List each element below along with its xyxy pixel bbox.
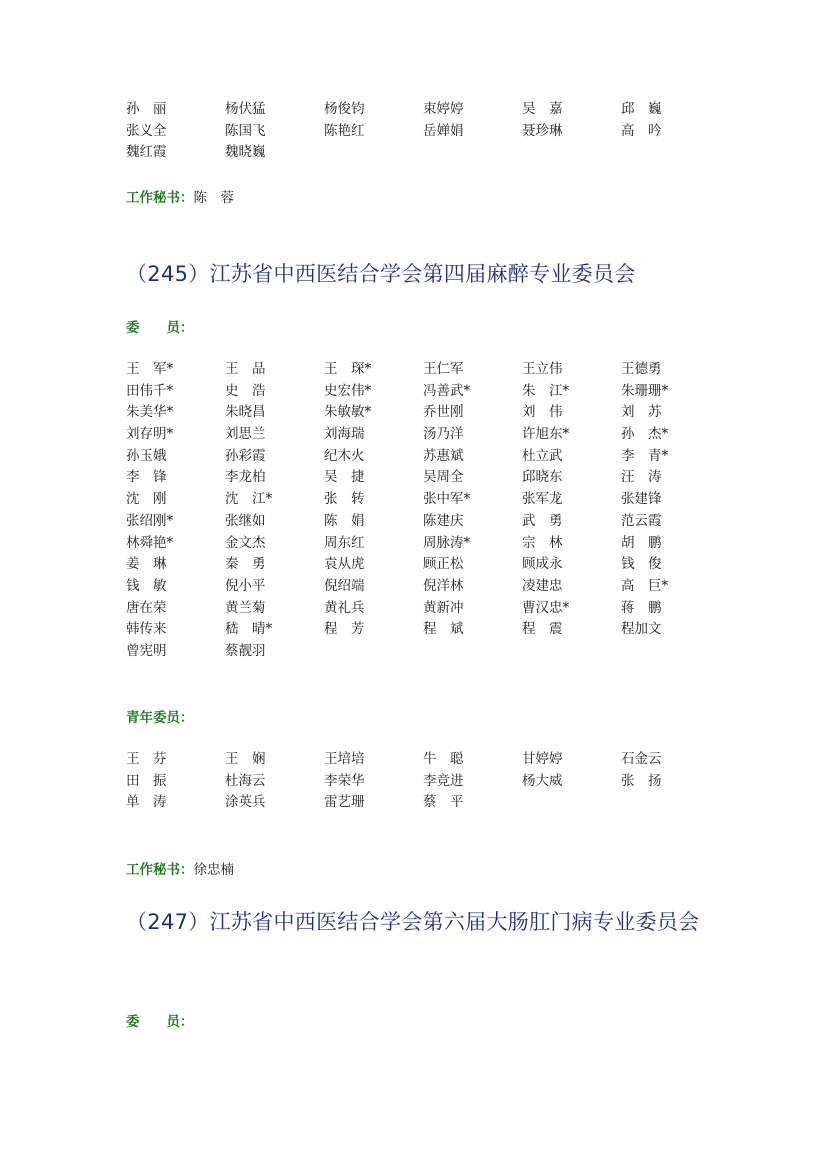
name-cell: 张中军*: [423, 491, 471, 508]
name-cell: 袁从虎: [324, 556, 365, 573]
prev-secretary: [126, 188, 234, 208]
section-245-members-grid: [126, 359, 720, 663]
name-cell: 王德勇: [621, 361, 662, 377]
name-cell: 李龙柏: [225, 469, 266, 486]
name-cell: 孙玉娥: [126, 447, 167, 464]
name-cell: 聂珍琳: [522, 122, 563, 139]
name-cell: 黄兰菊: [225, 599, 266, 616]
name-cell: 王 芬: [126, 751, 167, 767]
name-cell: 王培培: [324, 751, 365, 767]
name-cell: 田伟千*: [126, 382, 174, 399]
name-cell: 吴 捷: [324, 469, 365, 486]
name-cell: 孙 杰*: [621, 426, 669, 443]
name-cell: 岳婵娟: [423, 122, 464, 139]
section-245-youth-label: 青年委员：: [126, 710, 194, 726]
name-cell: 王 琛*: [324, 361, 372, 377]
name-cell: 蔡靓羽: [225, 642, 266, 659]
name-cell: 嵇 晴*: [225, 621, 273, 638]
prev-secretary-name: 陈 蓉: [193, 190, 234, 206]
name-cell: 束婷婷: [423, 101, 464, 117]
name-cell: 程 斌: [423, 621, 464, 638]
name-cell: 田 振: [126, 772, 167, 789]
name-cell: 倪小平: [225, 577, 266, 594]
name-cell: 苏惠斌: [423, 447, 464, 464]
name-cell: 程 震: [522, 621, 563, 638]
name-cell: 许旭东*: [522, 426, 570, 443]
name-cell: 杨大威: [522, 772, 563, 789]
name-cell: 刘思兰: [225, 426, 266, 443]
prev-secretary-label: 工作秘书：: [126, 190, 194, 206]
name-cell: 汤乃洋: [423, 426, 464, 443]
section-245-secretary: [126, 860, 234, 880]
name-cell: 刘海瑞: [324, 426, 365, 443]
name-cell: 顾成永: [522, 556, 563, 573]
name-cell: 刘存明*: [126, 426, 174, 443]
section-247-title: （247）江苏省中西医结合学会第六届大肠肛门病专业委员会: [126, 910, 700, 934]
name-cell: 高 巨*: [621, 577, 669, 594]
name-cell: 李 锋: [126, 469, 167, 486]
name-cell: 李竞进: [423, 772, 464, 789]
name-cell: 王仁军: [423, 361, 464, 377]
name-cell: 吴 嘉: [522, 101, 563, 117]
name-cell: 单 涛: [126, 794, 167, 811]
name-cell: 张继如: [225, 512, 266, 529]
name-cell: 金文杰: [225, 534, 266, 551]
name-cell: 韩传来: [126, 621, 167, 638]
name-cell: 张建锋: [621, 491, 662, 508]
name-cell: 邱晓东: [522, 469, 563, 486]
name-cell: 朱珊珊*: [621, 382, 669, 399]
section-247-members-label: 委 员：: [126, 1014, 194, 1030]
name-cell: 张军龙: [522, 491, 563, 508]
name-cell: 石金云: [621, 751, 662, 767]
name-cell: 史 浩: [225, 382, 266, 399]
name-cell: 甘婷婷: [522, 751, 563, 767]
name-cell: 陈 娟: [324, 512, 365, 529]
name-cell: 刘 伟: [522, 404, 563, 421]
name-cell: 沈 刚: [126, 491, 167, 508]
name-cell: 程 芳: [324, 621, 365, 638]
name-cell: 杜立武: [522, 447, 563, 464]
name-cell: 朱敏敏*: [324, 404, 372, 421]
name-cell: 沈 江*: [225, 491, 273, 508]
name-cell: 雷艺珊: [324, 794, 365, 811]
name-cell: 孙彩霞: [225, 447, 266, 464]
name-cell: 涂英兵: [225, 794, 266, 811]
name-cell: 钱 敏: [126, 577, 167, 594]
prev-members-grid: [126, 99, 720, 164]
name-cell: 张 转: [324, 491, 365, 508]
name-cell: 刘 苏: [621, 404, 662, 421]
name-cell: 曹汉忠*: [522, 599, 570, 616]
name-cell: 冯善武*: [423, 382, 471, 399]
name-cell: 陈艳红: [324, 122, 365, 139]
name-cell: 林舜艳*: [126, 534, 174, 551]
name-cell: 乔世刚: [423, 404, 464, 421]
name-cell: 武 勇: [522, 512, 563, 529]
name-cell: 周脉涛*: [423, 534, 471, 551]
name-cell: 高 吟: [621, 122, 662, 139]
name-cell: 杨伏猛: [225, 101, 266, 117]
name-cell: 秦 勇: [225, 556, 266, 573]
name-cell: 曾宪明: [126, 642, 167, 659]
name-cell: 吴周全: [423, 469, 464, 486]
name-cell: 张绍刚*: [126, 512, 174, 529]
name-cell: 孙 丽: [126, 101, 167, 117]
name-cell: 朱美华*: [126, 404, 174, 421]
section-245-secretary-name: 徐忠楠: [193, 862, 234, 878]
section-245-members-label: 委 员：: [126, 320, 194, 336]
name-cell: 胡 鹏: [621, 534, 662, 551]
name-cell: 张 扬: [621, 772, 662, 789]
name-cell: 蒋 鹏: [621, 599, 662, 616]
name-cell: 李荣华: [324, 772, 365, 789]
name-cell: 邱 巍: [621, 101, 662, 117]
name-cell: 凌建忠: [522, 577, 563, 594]
name-cell: 朱 江*: [522, 382, 570, 399]
name-cell: 牛 聪: [423, 751, 464, 767]
name-cell: 黄新冲: [423, 599, 464, 616]
name-cell: 王 品: [225, 361, 266, 377]
name-cell: 张义全: [126, 122, 167, 139]
name-cell: 顾正松: [423, 556, 464, 573]
name-cell: 王 军*: [126, 361, 174, 377]
name-cell: 纪木火: [324, 447, 365, 464]
name-cell: 宗 林: [522, 534, 563, 551]
name-cell: 黄礼兵: [324, 599, 365, 616]
name-cell: 姜 琳: [126, 556, 167, 573]
name-cell: 汪 涛: [621, 469, 662, 486]
name-cell: 程加文: [621, 621, 662, 638]
name-cell: 倪洋林: [423, 577, 464, 594]
name-cell: 杨俊钧: [324, 101, 365, 117]
name-cell: 倪绍端: [324, 577, 365, 594]
name-cell: 蔡 平: [423, 794, 464, 811]
name-cell: 唐在荣: [126, 599, 167, 616]
name-cell: 范云霞: [621, 512, 662, 529]
name-cell: 李 青*: [621, 447, 669, 464]
name-cell: 杜海云: [225, 772, 266, 789]
section-245-secretary-label: 工作秘书：: [126, 862, 194, 878]
name-cell: 钱 俊: [621, 556, 662, 573]
name-cell: 周东红: [324, 534, 365, 551]
name-cell: 王立伟: [522, 361, 563, 377]
name-cell: 魏晓巍: [225, 144, 266, 161]
name-cell: 史宏伟*: [324, 382, 372, 399]
name-cell: 魏红霞: [126, 144, 167, 161]
name-cell: 陈建庆: [423, 512, 464, 529]
name-cell: 陈国飞: [225, 122, 266, 139]
section-245-youth-grid: [126, 749, 720, 814]
name-cell: 朱晓昌: [225, 404, 266, 421]
section-245-title: （245）江苏省中西医结合学会第四届麻醉专业委员会: [126, 262, 636, 286]
name-cell: 王 娴: [225, 751, 266, 767]
